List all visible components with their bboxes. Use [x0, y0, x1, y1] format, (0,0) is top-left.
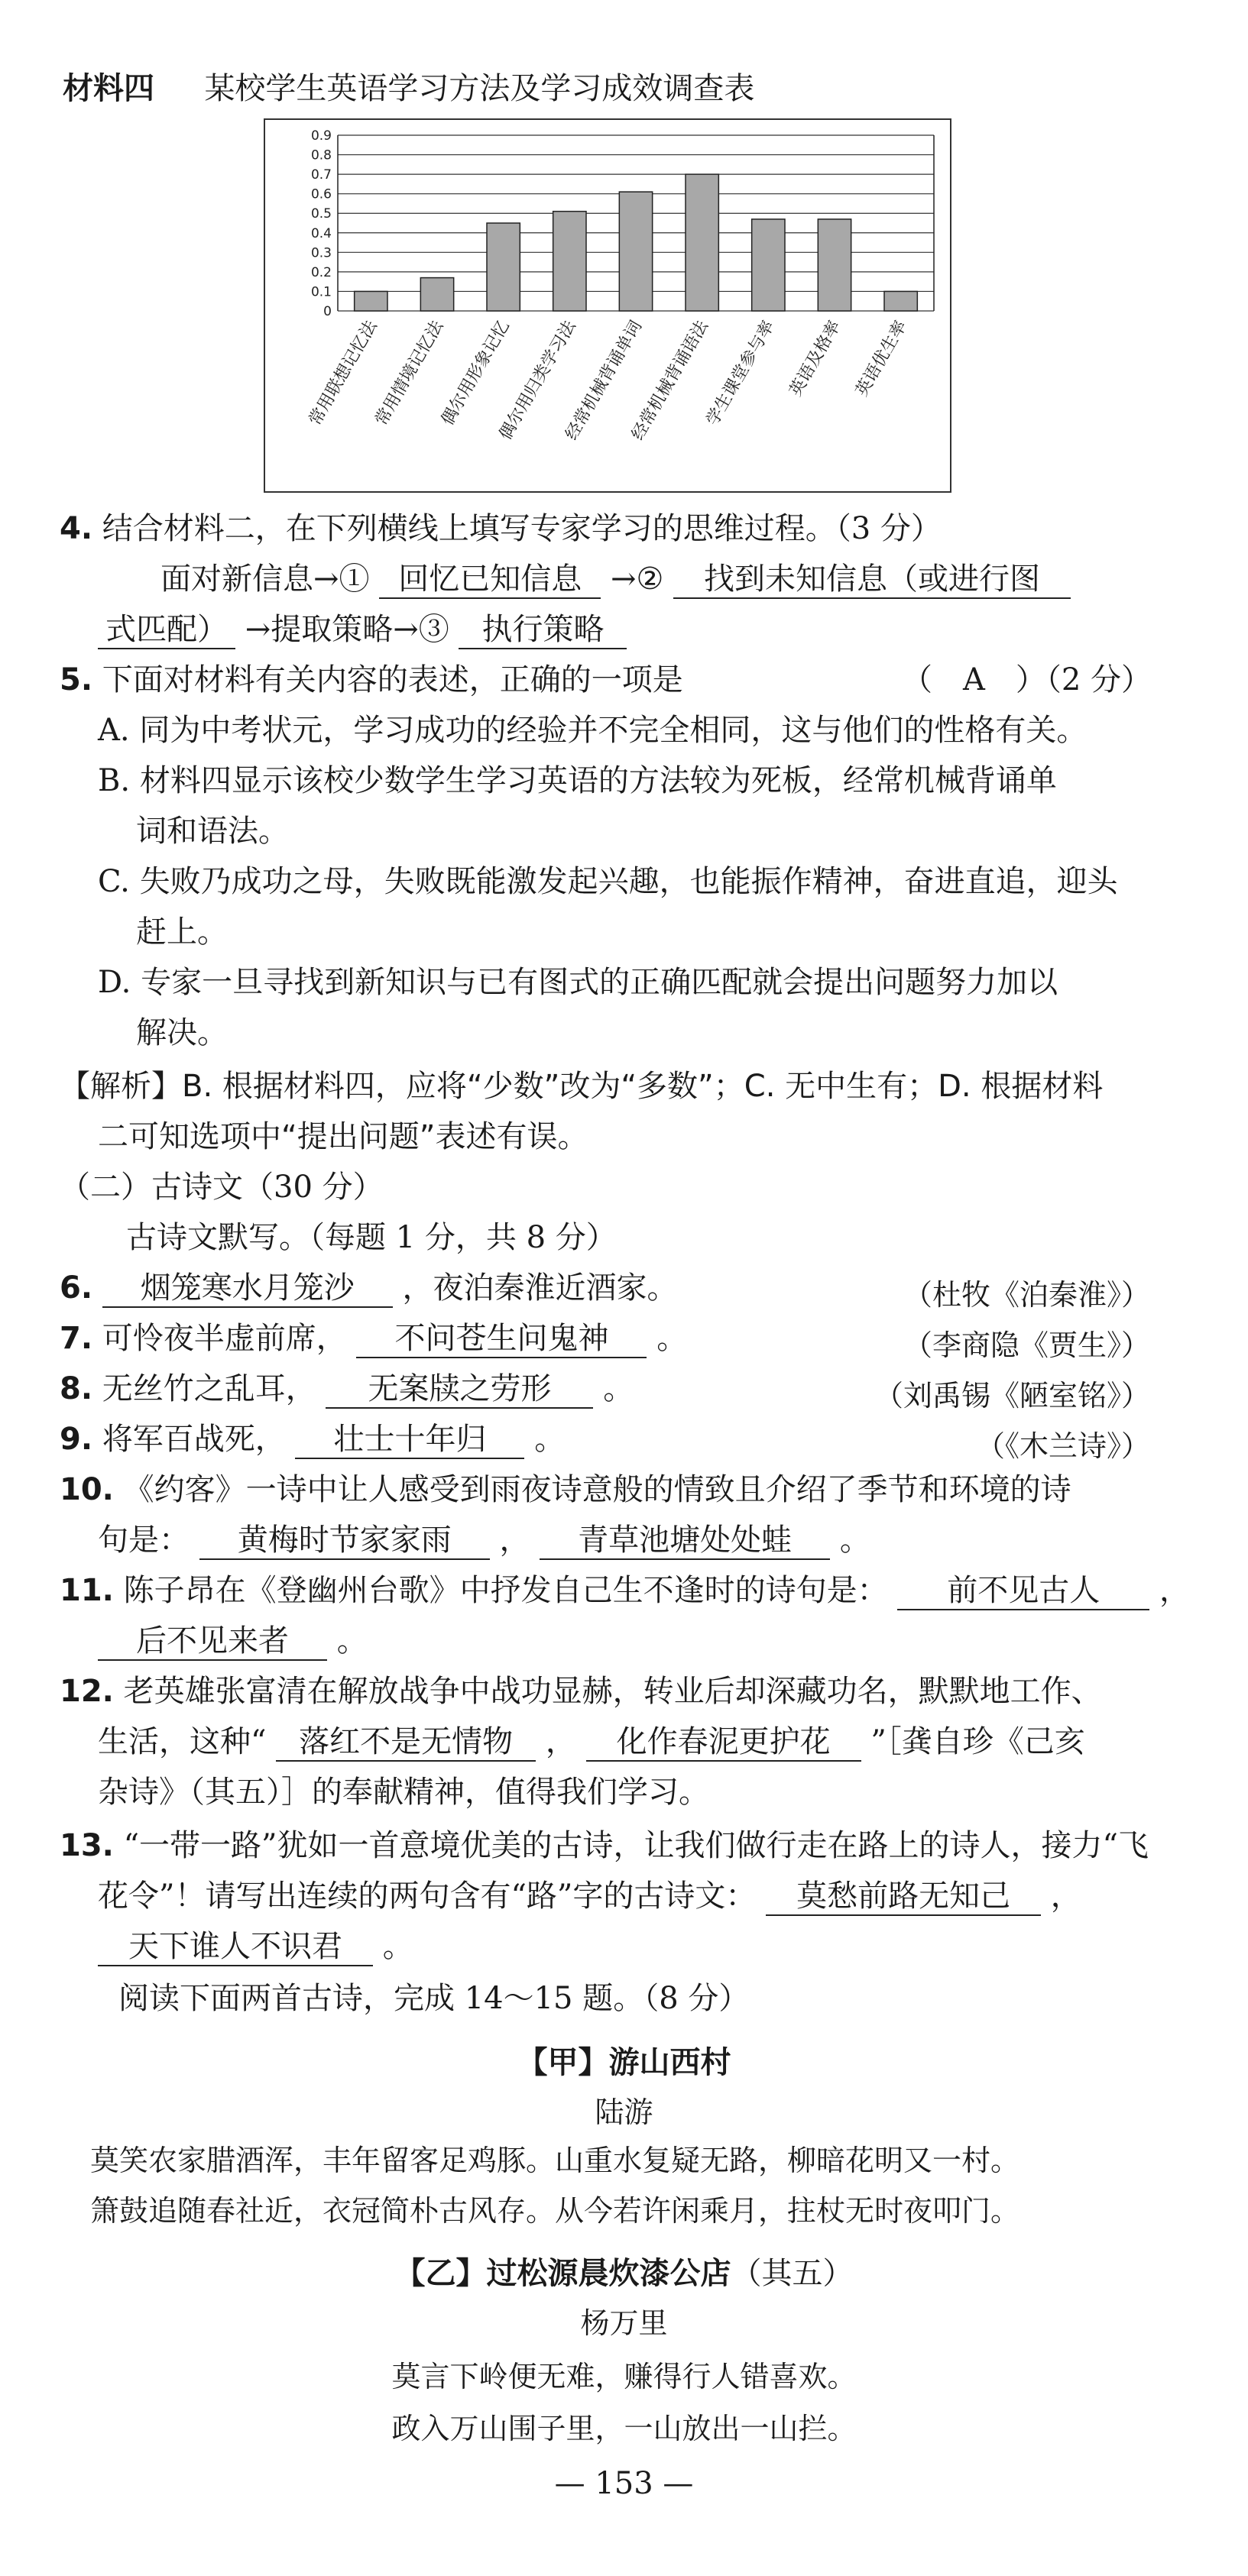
q4-answer-line-2: [98, 611, 627, 649]
q4-answer-3: 执行策略: [459, 611, 627, 649]
q13-rest: 。: [382, 1929, 413, 1964]
q12-answer-1: 落红不是无情物: [276, 1723, 536, 1762]
q13-answer-line-2: [98, 1928, 413, 1966]
question-5: [60, 662, 683, 698]
q13-text: “一带一路”犹如一首意境优美的古诗，让我们做行走在路上的诗人，接力“飞: [123, 1828, 1149, 1863]
x-tick-label: 经常机械背诵单词: [562, 317, 647, 444]
y-tick-label: 0: [323, 304, 332, 319]
poem-b-title: [0, 2249, 1248, 2293]
q4-step-2: →②: [610, 561, 664, 597]
q11-answer-1: 前不见古人: [897, 1572, 1149, 1610]
q7-number: 7.: [60, 1321, 93, 1356]
q10-answer-1: 黄梅时节家家雨: [199, 1522, 490, 1560]
q10-answer-2: 青草池塘处处蛙: [540, 1522, 830, 1560]
q4-step-3: →提取策略→③: [245, 612, 449, 647]
x-tick-label: 偶尔用归类学习法: [495, 317, 580, 444]
q9-prefix: 将军百战死，: [102, 1422, 286, 1457]
q5-option-c-1: C. 失败乃成功之母，失败既能激发起兴趣，也能振作精神，奋进直追，迎头: [98, 864, 1118, 899]
q4-number: 4.: [60, 511, 93, 546]
reading-instructions: 阅读下面两首古诗，完成 14～15 题。（8 分）: [118, 1981, 750, 2016]
q13-prefix: 花令”！请写出连续的两句含有“路”字的古诗文：: [98, 1879, 757, 1914]
y-tick-label: 0.3: [310, 245, 332, 261]
q13-answer-1: 莫愁前路无知己: [766, 1878, 1041, 1916]
q9-rest: 。: [534, 1422, 566, 1457]
q5-option-b-1: B. 材料四显示该校少数学生学习英语的方法较为死板，经常机械背诵单: [98, 763, 1057, 798]
q11-number: 11.: [60, 1573, 114, 1608]
x-tick-label: 常用联想记忆法: [305, 317, 381, 429]
question-12: [60, 1673, 1102, 1710]
q11-answer-2: 后不见来者: [98, 1623, 327, 1661]
q10-rest: 。: [839, 1523, 870, 1558]
section-2-heading: （二）古诗文（30 分）: [60, 1170, 384, 1205]
poem-b-line-2: 政入万山围子里，一山放出一山拦。: [391, 2412, 857, 2445]
question-7: [60, 1320, 687, 1358]
q9-source: （《木兰诗》）: [975, 1429, 1150, 1463]
q5-analysis-2: 二可知选项中“提出问题”表述有误。: [98, 1119, 588, 1154]
q5-option-d-2: 解决。: [136, 1015, 228, 1050]
y-tick-label: 0.6: [310, 186, 332, 202]
q8-prefix: 无丝竹之乱耳，: [102, 1371, 316, 1406]
chart-svg: [265, 120, 953, 494]
q4-answer-1: 回忆已知信息: [379, 561, 601, 599]
q7-source: （李商隐《贾生》）: [903, 1328, 1150, 1362]
q10-number: 10.: [60, 1472, 114, 1507]
question-13: [60, 1827, 1149, 1864]
q12-prefix: 生活，这种“: [98, 1724, 267, 1759]
x-tick-label: 英语优生率: [852, 317, 911, 400]
y-tick-label: 0.1: [310, 284, 332, 300]
material4-label: 材料四: [63, 71, 154, 106]
poem-b-author: 杨万里: [580, 2306, 668, 2340]
q12-answer-2: 化作春泥更护花: [586, 1723, 861, 1762]
question-10: [60, 1471, 1071, 1508]
material4-title: 某校学生英语学习方法及学习成效调查表: [204, 71, 755, 106]
q8-number: 8.: [60, 1371, 93, 1406]
q7-rest: 。: [656, 1321, 688, 1356]
q13-answer-2: 天下谁人不识君: [98, 1928, 373, 1966]
q10-answer-line: [98, 1522, 870, 1560]
q4-answer-line-1: [160, 561, 1071, 599]
q4-text: 结合材料二，在下列横线上填写专家学习的思维过程。（3 分）: [102, 511, 942, 546]
x-tick-label: 偶尔用形象记忆: [438, 317, 514, 429]
q12-comma: ，: [545, 1724, 576, 1759]
q5-analysis-1: 【解析】B. 根据材料四，应将“少数”改为“多数”；C. 无中生有；D. 根据材料: [60, 1069, 1104, 1104]
y-tick-label: 0.9: [310, 128, 332, 144]
question-6: [60, 1270, 677, 1308]
bar: [487, 223, 520, 311]
q10-prefix: 句是：: [98, 1523, 190, 1558]
q6-rest: ，夜泊秦淮近酒家。: [402, 1270, 678, 1306]
poem-a-line-1: 莫笑农家腊酒浑，丰年留客足鸡豚。山重水复疑无路，柳暗花明又一村。: [90, 2144, 1020, 2177]
q5-number: 5.: [60, 662, 93, 697]
x-tick-label: 英语及格率: [786, 317, 845, 400]
bar: [752, 219, 785, 311]
q11-rest: 。: [336, 1623, 368, 1659]
bar: [884, 291, 917, 311]
x-tick-label: 常用情境记忆法: [371, 317, 448, 429]
q12-source-start: ”［龚自珍《己亥: [870, 1724, 1085, 1759]
q8-answer: 无案牍之劳形: [326, 1371, 593, 1409]
q10-comma: ，: [499, 1523, 530, 1558]
q11-comma: ，: [1159, 1573, 1191, 1608]
q8-source: （刘禹锡《陋室铭》）: [874, 1379, 1150, 1413]
bar: [686, 174, 718, 311]
q4-answer-2b: 式匹配）: [98, 611, 235, 649]
q5-option-b-2: 词和语法。: [136, 814, 289, 849]
bar: [553, 212, 586, 311]
bar: [818, 219, 851, 311]
page-number: — 153 —: [554, 2466, 694, 2501]
bar: [355, 291, 387, 311]
material4-heading: [63, 70, 754, 107]
question-11: [60, 1572, 1190, 1610]
q13-number: 13.: [60, 1828, 114, 1863]
poem-a-line-2: 箫鼓追随春社近，衣冠简朴古风存。从今若许闲乘月，拄杖无时夜叩门。: [90, 2194, 1020, 2228]
y-tick-label: 0.2: [310, 264, 332, 280]
poem-a-title: 【甲】游山西村: [517, 2045, 731, 2080]
q9-answer: 壮士十年归: [295, 1421, 524, 1459]
q6-number: 6.: [60, 1270, 93, 1306]
x-tick-label: 学生课堂参与率: [702, 317, 779, 429]
question-9: [60, 1421, 565, 1459]
q9-number: 9.: [60, 1422, 93, 1457]
question-4: [60, 510, 942, 547]
bar: [619, 192, 652, 311]
q4-answer-2a: 找到未知信息（或进行图: [673, 561, 1071, 599]
q7-prefix: 可怜夜半虚前席，: [102, 1321, 347, 1356]
q13-comma: ，: [1050, 1879, 1081, 1914]
q13-answer-line-1: [98, 1878, 1081, 1916]
poem-b-line-1: 莫言下岭便无难，赚得行人错喜欢。: [391, 2360, 857, 2393]
bar: [420, 278, 453, 311]
q12-line-3: 杂诗》（其五）］的奉献精神，值得我们学习。: [98, 1775, 709, 1810]
q4-step-1: 面对新信息→①: [160, 561, 370, 597]
q11-text: 陈子昂在《登幽州台歌》中抒发自己生不逢时的诗句是：: [123, 1573, 888, 1608]
q12-number: 12.: [60, 1674, 114, 1709]
q12-text: 老英雄张富清在解放战争中战功显赫，转业后却深藏功名，默默地工作、: [123, 1674, 1102, 1709]
q5-option-a: A. 同为中考状元，学习成功的经验并不完全相同，这与他们的性格有关。: [98, 713, 1088, 748]
q11-answer-line: [98, 1623, 368, 1661]
q5-text: 下面对材料有关内容的表述，正确的一项是: [102, 662, 683, 697]
section-2-instructions: 古诗文默写。（每题 1 分，共 8 分）: [126, 1220, 617, 1255]
q10-text: 《约客》一诗中让人感受到雨夜诗意般的情致且介绍了季节和环境的诗: [123, 1472, 1071, 1507]
q7-answer: 不问苍生问鬼神: [356, 1320, 647, 1358]
x-tick-label: 经常机械背诵语法: [628, 317, 712, 444]
q6-source: （杜牧《泊秦淮》）: [903, 1278, 1150, 1312]
q5-answer: （ A ）（2 分）: [902, 662, 1152, 697]
y-tick-label: 0.7: [310, 167, 332, 183]
bar-chart: [264, 118, 951, 493]
q12-answer-line: [98, 1723, 1085, 1762]
y-tick-label: 0.5: [310, 206, 332, 222]
q5-option-c-2: 赶上。: [136, 914, 228, 950]
poem-b-title-main: 【乙】过松源晨炊漆公店: [394, 2256, 731, 2291]
question-8: [60, 1371, 634, 1409]
y-tick-label: 0.8: [310, 147, 332, 163]
poem-b-title-suffix: （其五）: [731, 2256, 854, 2291]
q6-answer: 烟笼寒水月笼沙: [102, 1270, 393, 1308]
y-tick-label: 0.4: [310, 225, 332, 241]
q8-rest: 。: [603, 1371, 634, 1406]
q5-option-d-1: D. 专家一旦寻找到新知识与已有图式的正确匹配就会提出问题努力加以: [98, 965, 1058, 1000]
poem-a-author: 陆游: [595, 2095, 653, 2129]
